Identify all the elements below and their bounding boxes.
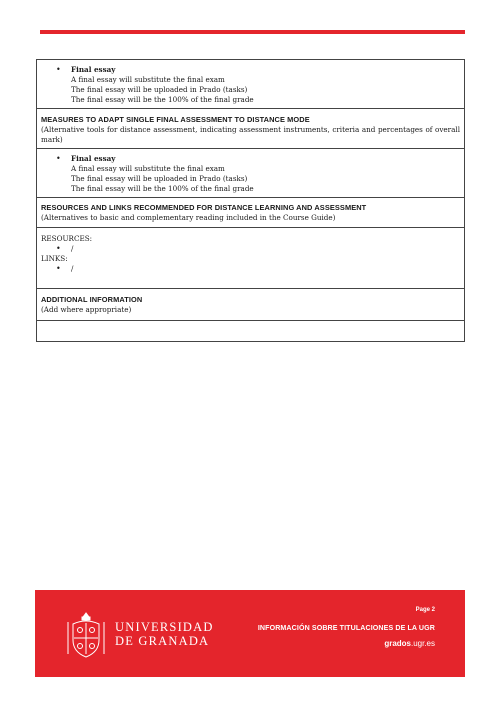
university-name-line: DE GRANADA: [115, 634, 210, 648]
adaptation-table: [36, 59, 465, 342]
list-item: • /: [71, 264, 460, 274]
section-description: (Add where appropriate): [41, 305, 132, 314]
table-row: [37, 228, 465, 289]
essay-line: A final essay will substitute the final exam: [71, 75, 225, 84]
resources-list: [41, 244, 460, 254]
list-item: • /: [71, 244, 460, 254]
section-title: RESOURCES AND LINKS RECOMMENDED FOR DISTANCE LEARNING AND ASSESSMENT: [41, 203, 367, 212]
essay-list-2: [41, 154, 460, 194]
resources-label: RESOURCES:: [41, 234, 93, 243]
table-row: [37, 321, 465, 342]
table-row: [37, 109, 465, 149]
resources-header-cell: [37, 198, 465, 228]
table-row: [37, 60, 465, 109]
footer-banner: [35, 590, 465, 677]
university-seal-icon: [65, 610, 107, 660]
section-description: (Alternatives to basic and complementary reading included in the Course Guide): [41, 213, 336, 222]
resources-cell: [37, 228, 465, 289]
essay-cell-2: [37, 149, 465, 198]
table-row: [37, 289, 465, 321]
website-link[interactable]: [384, 639, 435, 648]
section-description: (Alternative tools for distance assessment, indicating assessment instruments, criteria and percentages of overall mark): [41, 125, 460, 144]
page-number: Page 2: [415, 607, 435, 613]
university-name-line: UNIVERSIDAD: [115, 620, 214, 634]
list-item: [71, 65, 460, 105]
list-item: [71, 154, 460, 194]
essay-list-1: [41, 65, 460, 105]
university-name: [115, 620, 214, 648]
info-heading: INFORMACIÓN SOBRE TITULACIONES DE LA UGR: [257, 624, 435, 632]
additional-content-cell: [37, 321, 465, 342]
single-assessment-header-cell: [37, 109, 465, 149]
top-red-rule: [40, 30, 465, 34]
essay-line: A final essay will substitute the final exam: [71, 164, 225, 173]
table-row: [37, 149, 465, 198]
essay-cell-1: [37, 60, 465, 109]
section-title: ADDITIONAL INFORMATION: [41, 295, 143, 304]
essay-line: The final essay will be uploaded in Prado (tasks): [71, 85, 248, 94]
essay-line: The final essay will be uploaded in Prado (tasks): [71, 174, 248, 183]
links-label: LINKS:: [41, 254, 68, 263]
additional-header-cell: [37, 289, 465, 321]
website-bold: grados: [384, 639, 411, 648]
bullet-title: • Final essay: [71, 65, 116, 74]
links-list: [41, 264, 460, 274]
section-title: MEASURES TO ADAPT SINGLE FINAL ASSESSMENT TO DISTANCE MODE: [41, 115, 310, 124]
essay-line: The final essay will be the 100% of the final grade: [71, 95, 254, 104]
bullet-title: • Final essay: [71, 154, 116, 163]
essay-line: The final essay will be the 100% of the final grade: [71, 184, 254, 193]
table-row: [37, 198, 465, 228]
website-rest: .ugr.es: [410, 639, 435, 648]
